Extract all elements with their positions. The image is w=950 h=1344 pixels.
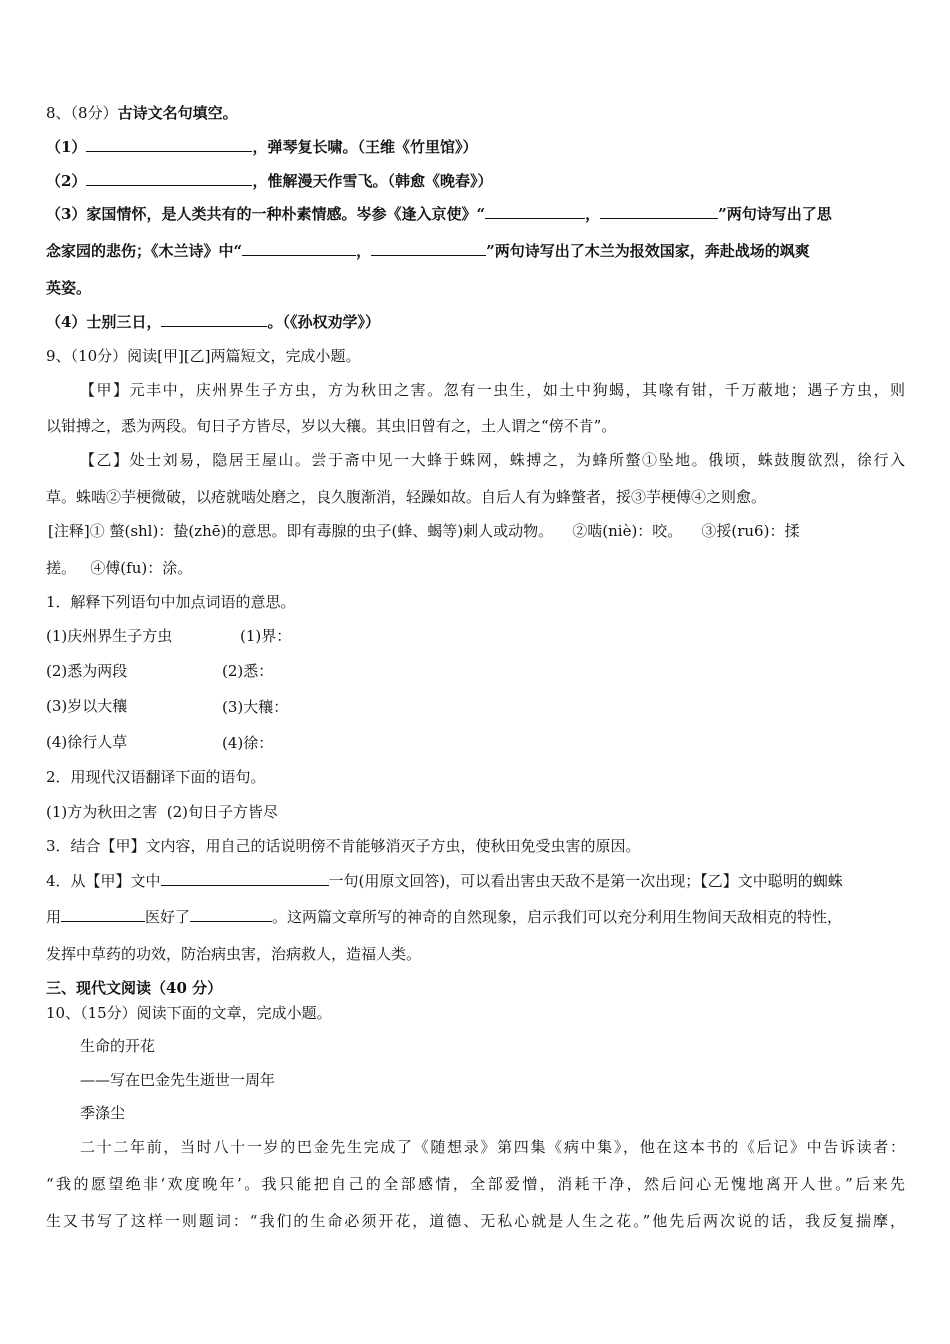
q8-title: 古诗文名句填空。 — [117, 104, 238, 122]
q9-sub4-line-2 — [46, 907, 842, 927]
article-title: 生命的开花 — [80, 1037, 156, 1055]
annotation-line-2: 搓。 ④傅(fu)：涂。 — [46, 559, 193, 577]
q9-sub2-items: (1)方为秋田之害 (2)旬日子方皆尽 — [46, 803, 279, 821]
q8-item-3-text-g: 英姿。 — [46, 279, 92, 297]
q8-item-2 — [46, 171, 492, 191]
q9-sub1-blank-4[interactable]: (4)徐： — [222, 734, 274, 752]
q9-heading: 9、（10分）阅读[甲][乙]两篇短文，完成小题。 — [46, 347, 361, 365]
q9-sub4-line-3: 发挥中草药的功效，防治病虫害，治病救人，造福人类。 — [46, 945, 422, 963]
answer-blank[interactable] — [61, 907, 145, 922]
q9-sub4-line-1 — [46, 871, 843, 891]
answer-blank[interactable] — [161, 312, 267, 327]
q8-item-3-text-e: ， — [356, 242, 372, 260]
q8-item-4-text-b: 。（《孙权劝学》） — [267, 313, 380, 331]
section-3-title: 三、现代文阅读（40 分） — [46, 979, 223, 997]
q8-item-1-number: （1） — [46, 138, 87, 156]
answer-blank[interactable] — [485, 204, 585, 219]
q9-sub1-sentence-1: (1)庆州界生子方虫 — [46, 627, 173, 645]
article-paragraph-line-2: “我的愿望绝非‘欢度晚年’。我只能把自己的全部感情，全部爱憎，消耗干净，然后问心无愧地离开人世。”后来先 — [46, 1175, 905, 1193]
q8-item-3-text-c: ”两句诗写出了思 — [718, 205, 832, 223]
q8-item-3-line-1 — [46, 204, 832, 224]
q8-item-3-text-d: 念家园的悲伤；《木兰诗》中“ — [46, 242, 243, 260]
q9-sub3: 3．结合【甲】文内容，用自己的话说明傍不肯能够消灭子方虫，使秋田免受虫害的原因。 — [46, 837, 641, 855]
q8-item-4 — [46, 312, 380, 332]
article-author: 季涤尘 — [80, 1104, 126, 1122]
passage-yi-line-2: 草。蛛啮②芋梗微破，以疮就啮处磨之，良久腹渐消，轻躁如故。自后人有为蜂螫者，挼③芋梗傅④之则愈。 — [46, 488, 767, 506]
q9-sub4-text-e: 。这两篇文章所写的神奇的自然现象，启示我们可以充分利用生物间天敌相克的特性， — [272, 908, 843, 926]
answer-blank[interactable] — [371, 241, 486, 256]
passage-jia-line-1: 【甲】元丰中，庆州界生子方虫，方为秋田之害。忽有一虫生，如土中狗蝎，其喙有钳，千万蔽地；遇子方虫，则 — [80, 381, 905, 399]
answer-blank[interactable] — [86, 137, 252, 152]
q9-sub1-sentence-4: (4)徐行人草 — [46, 733, 128, 751]
q8-item-2-text: ，惟解漫天作雪飞。（韩愈《晚春》） — [252, 172, 493, 190]
q8-item-1 — [46, 137, 477, 157]
q8-item-3-line-2 — [46, 241, 810, 261]
q8-item-3-line-3 — [46, 278, 91, 298]
q9-sub1-blank-1[interactable]: (1)界： — [240, 627, 292, 645]
q9-sub1-sentence-2: (2)悉为两段 — [46, 662, 128, 680]
q9-sub4-text-b: 一句(用原文回答)，可以看出害虫天敌不是第一次出现；【乙】文中聪明的蜘蛛 — [328, 872, 843, 890]
q8-item-3-text-f: ”两句诗写出了木兰为报效国家，奔赴战场的飒爽 — [486, 242, 810, 260]
answer-blank[interactable] — [242, 241, 356, 256]
q9-sub4-text-a: 4．从【甲】文中 — [46, 872, 161, 890]
q8-score: （8分） — [70, 104, 118, 122]
q9-sub1-sentence-3: (3)岁以大穰 — [46, 697, 128, 715]
q9-sub1-blank-3[interactable]: (3)大穰： — [222, 698, 289, 716]
q8-item-4-text-a: （4）士别三日， — [46, 313, 162, 331]
q8-item-1-text: ，弹琴复长啸。（王维《竹里馆》） — [252, 138, 478, 156]
answer-blank[interactable] — [600, 204, 718, 219]
passage-jia-line-2: 以钳搏之，悉为两段。旬日子方皆尽，岁以大穰。其虫旧曾有之，土人谓之“傍不肯”。 — [46, 417, 617, 435]
q10-heading: 10、（15分）阅读下面的文章，完成小题。 — [46, 1004, 332, 1022]
article-paragraph-line-3: 生又书写了这样一则题词：“我们的生命必须开花，道德、无私心就是人生之花。”他先后两次说的话，我反复揣摩， — [46, 1212, 905, 1230]
q8-number: 8、 — [46, 104, 71, 122]
q8-item-2-number: （2） — [46, 172, 87, 190]
q8-item-3-text-a: （3）家国情怀，是人类共有的一种朴素情感。岑参《逢入京使》“ — [46, 205, 486, 223]
q9-sub4-text-d: 医好了 — [145, 908, 191, 926]
answer-blank[interactable] — [86, 171, 252, 186]
q9-sub4-text-c: 用 — [46, 908, 62, 926]
article-paragraph-line-1: 二十二年前，当时八十一岁的巴金先生完成了《随想录》第四集《病中集》，他在这本书的《后记》中告诉读者： — [80, 1138, 905, 1156]
q8-heading — [46, 103, 238, 123]
q9-sub2-title: 2．用现代汉语翻译下面的语句。 — [46, 768, 266, 786]
article-subtitle: ——写在巴金先生逝世一周年 — [80, 1071, 276, 1089]
q9-sub1-title: 1．解释下列语句中加点词语的意思。 — [46, 593, 296, 611]
answer-blank[interactable] — [161, 871, 329, 886]
q9-sub1-blank-2[interactable]: (2)悉： — [222, 662, 274, 680]
annotation-line-1: [注释]① 螫(shl)：蛰(zhē)的意思。即有毒腺的虫子(蜂、蝎等)刺人或动物。 ②啮(niè)：咬。 ③挼(ru6)：揉 — [48, 522, 800, 540]
answer-blank[interactable] — [190, 907, 272, 922]
q8-item-3-text-b: ， — [585, 205, 601, 223]
passage-yi-line-1: 【乙】处士刘易，隐居王屋山。尝于斋中见一大蜂于蛛网，蛛搏之，为蜂所螫①坠地。俄顷，蛛鼓腹欲烈，徐行入 — [80, 451, 905, 469]
